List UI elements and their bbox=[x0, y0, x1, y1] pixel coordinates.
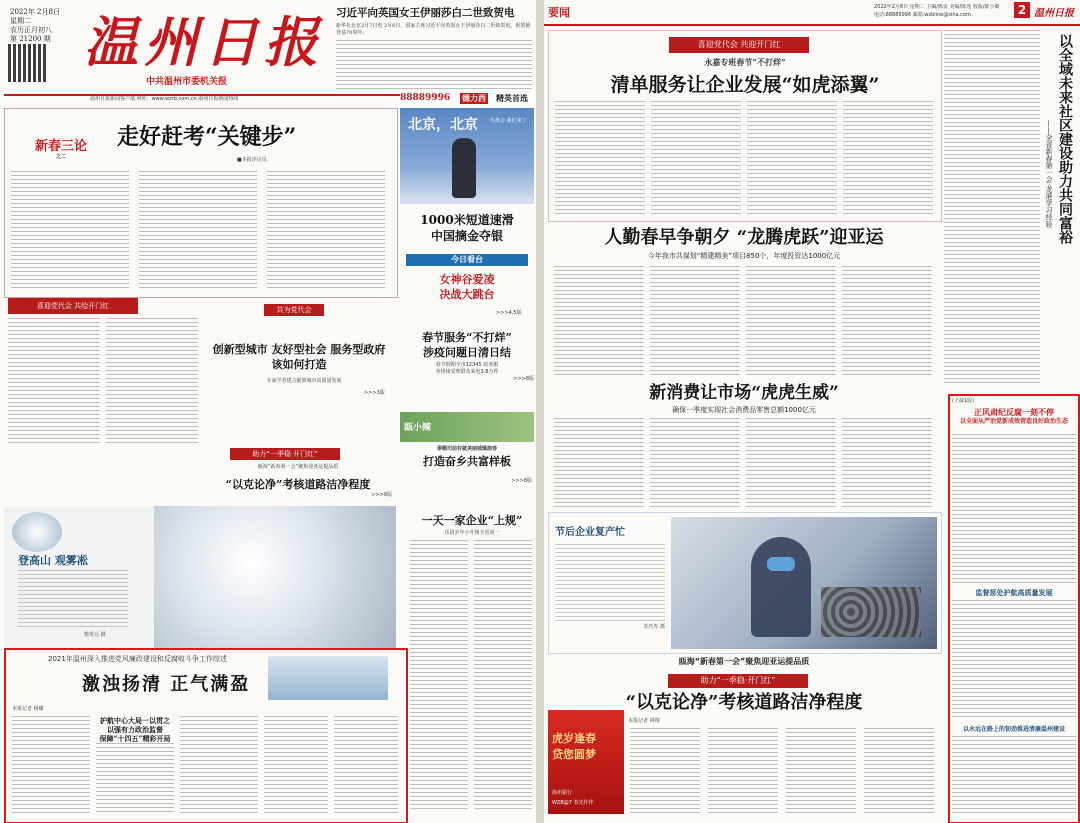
bank-ad-slogan: WZB@7 春光作伴 bbox=[552, 800, 594, 806]
factory-photo bbox=[671, 517, 937, 649]
commentary-badge bbox=[35, 135, 87, 161]
spring-sub: 今年我市共谋划“精建精美”项目850个，年度投资达1000亿元 bbox=[647, 252, 841, 260]
rime-author: 柴发元 摄 bbox=[84, 632, 106, 638]
service-sub-2: 务热线受理群众来电3.8万件 bbox=[435, 369, 499, 375]
feature-title-2: 该如何打造 bbox=[271, 358, 327, 371]
sidebar-sub2: 以永远在路上的韧劲推进清廉温州建设 bbox=[962, 726, 1065, 733]
rime-inset bbox=[12, 512, 62, 552]
rime-photo bbox=[4, 506, 396, 648]
machine-parts bbox=[821, 587, 921, 637]
today-label: 今日看台 bbox=[406, 254, 528, 266]
commentary-box bbox=[4, 108, 398, 298]
subhead-1: 护航中心大局一以贯之 bbox=[100, 716, 170, 725]
top-ad-strip bbox=[400, 92, 534, 106]
masthead-subtitle: 中共温州市委机关报 bbox=[146, 77, 228, 87]
olympics-subheadline bbox=[406, 272, 528, 302]
anticorruption-title: 激浊扬清 正气满盈 bbox=[82, 674, 251, 695]
bank-ad-line1: 虎岁逢春 bbox=[552, 732, 596, 745]
right-column bbox=[944, 30, 1076, 390]
bottom-story bbox=[548, 652, 940, 820]
bank-ad-name: 温州银行 bbox=[552, 790, 573, 796]
anticorruption-byline: 本报记者 杨啸 bbox=[12, 706, 44, 712]
enterprise-story bbox=[410, 512, 534, 818]
anticorruption-subheads bbox=[96, 716, 174, 743]
lunar-text: 农历正月初八 bbox=[10, 26, 52, 34]
bank-ad-line2: 贷您圆梦 bbox=[552, 748, 596, 761]
olympics-h3: 女神谷爱凌 bbox=[439, 273, 495, 286]
bottom-tag: 助力“一季稳·开门红” bbox=[668, 674, 808, 688]
factory-caption-area bbox=[555, 523, 665, 643]
bottom-title: “以克论净”考核道路洁净程度 bbox=[625, 692, 863, 713]
feature-tag: 共为党代会 bbox=[264, 304, 324, 316]
ad-brand-right: 精英首选 bbox=[496, 93, 528, 103]
right-column-title: 以全域未来社区建设助力共同富裕 bbox=[1057, 34, 1073, 244]
campaign-story bbox=[200, 448, 396, 508]
subhead-3: 保障“十四五”精彩开局 bbox=[99, 734, 171, 743]
lead-tag: 喜迎党代会 共迎开门红 bbox=[669, 37, 809, 53]
sidebar-sub1: 监督惩处护航高质量发展 bbox=[975, 588, 1053, 597]
badge-text: 新春三论 bbox=[35, 139, 88, 154]
olympics-h1: 1000米短道速滑 bbox=[420, 213, 514, 227]
anticorruption-kicker: 2021年温州深入推进党风廉政建设和反腐败斗争工作综述 bbox=[48, 655, 227, 663]
olympics-h2: 中国摘金夺银 bbox=[430, 229, 503, 243]
olympics-banner-sub: 冬奥会 我们来了 bbox=[490, 118, 527, 124]
skater-photo bbox=[400, 108, 534, 204]
top-story-lead: 新华社北京2月7日电 2月6日，国家主席习近平向英国女王伊丽莎白二世致贺电，祝贺她登基70周年。 bbox=[336, 23, 531, 36]
village-ref: >>>8版 bbox=[511, 478, 532, 484]
badge-sub: 之二 bbox=[56, 154, 67, 160]
service-title-1: 春节服务“不打烊” bbox=[422, 331, 512, 344]
ad-phone: 88889996 bbox=[400, 93, 451, 103]
page2-header bbox=[544, 0, 1080, 24]
market-story bbox=[548, 382, 940, 512]
service-sub-1: 春节假期全市12345 政务服 bbox=[435, 362, 499, 368]
page-gutter bbox=[536, 0, 544, 823]
olympics-ref: >>>4,5版 bbox=[496, 310, 522, 316]
front-page bbox=[0, 0, 536, 823]
market-title: 新消费让市场“虎虎生威” bbox=[649, 383, 839, 403]
issue-date bbox=[10, 8, 70, 44]
yingcheng-story bbox=[400, 412, 534, 492]
service-story bbox=[400, 330, 534, 410]
skater-figure bbox=[452, 138, 476, 198]
header-rule bbox=[544, 24, 1080, 26]
lead-title: 清单服务让企业发展“如虎添翼” bbox=[610, 74, 880, 96]
rime-trees bbox=[154, 506, 396, 648]
top-story bbox=[336, 6, 532, 92]
right-column-sub: ——全省新春第一会·龙港学习经验 bbox=[1045, 120, 1053, 228]
campaign-ref: >>>8版 bbox=[371, 492, 392, 498]
factory-author: 苏巧寿 摄 bbox=[643, 624, 665, 630]
masthead-footer: 温州日报新闻客户端 网址：www.wzrb.com.cn 温州日报新闻热线 bbox=[90, 96, 239, 102]
worker-figure bbox=[751, 537, 811, 637]
factory-photo-block bbox=[548, 512, 942, 654]
spring-story bbox=[548, 222, 940, 382]
worker-mask bbox=[767, 557, 795, 571]
village-label: 瓯小辣 bbox=[404, 423, 432, 433]
anticorruption-story bbox=[8, 652, 404, 820]
olympics-column bbox=[400, 108, 534, 358]
olympics-h4: 决战大跳台 bbox=[439, 288, 495, 301]
lead-kicker: 永嘉专班春节“不打烊” bbox=[704, 57, 786, 67]
feature-title bbox=[204, 342, 394, 372]
weekday-text: 星期二 bbox=[10, 17, 31, 25]
qr-code bbox=[8, 44, 46, 82]
page-number: 2 bbox=[1014, 2, 1030, 18]
top-story-title: 习近平向英国女王伊丽莎白二世致贺电 bbox=[336, 7, 515, 19]
spring-title: 人勤春早争朝夕 “龙腾虎跃”迎亚运 bbox=[604, 227, 884, 248]
bank-ad bbox=[548, 710, 624, 814]
feature-title-1: 创新型城市 友好型社会 服务型政府 bbox=[212, 343, 386, 356]
factory-caption: 节后企业复产忙 bbox=[555, 527, 625, 538]
campaign-tag: 助力“一季稳·开门红” bbox=[230, 448, 340, 460]
header-phone: 电话:88889996 邮箱:wzbline@sina.com bbox=[874, 12, 971, 18]
party-tag: 喜迎党代会 共绘开门红 bbox=[8, 298, 138, 314]
service-ref: >>>8版 bbox=[513, 376, 534, 382]
newspaper-logo: 温州日报 bbox=[84, 10, 324, 74]
section-name: 要闻 bbox=[548, 6, 570, 19]
service-title bbox=[400, 330, 534, 360]
market-sub: 确保一季度实现社会消费品零售总额1000亿元 bbox=[672, 406, 816, 414]
lead-story bbox=[548, 30, 942, 222]
header-logo: 温州日报 bbox=[1034, 8, 1074, 19]
masthead bbox=[6, 4, 336, 94]
campaign-title: “以克论净”考核道路洁净程度 bbox=[225, 478, 371, 491]
sidebar-title-2: 以全面从严治党新成效营造良好政治生态 bbox=[959, 418, 1068, 425]
campaign-kicker: 瓯海“新春第一会”聚焦迎亚运提品质 bbox=[257, 464, 339, 470]
village-photo bbox=[400, 412, 534, 442]
enterprise-sub: 乐清去年小升规全省第一 bbox=[444, 530, 500, 536]
left-news-column bbox=[4, 298, 396, 448]
header-date: 2022年2月8日 星期二 主编/陈雷 美编/陈莲 校版/陈小敏 bbox=[874, 4, 1000, 10]
skyline-illustration bbox=[268, 656, 388, 700]
sidebar-story bbox=[952, 398, 1076, 820]
bottom-kicker: 瓯海“新春第一会”聚焦迎亚运提品质 bbox=[678, 657, 810, 666]
olympics-headline bbox=[406, 212, 528, 244]
olympics-banner: 北京，北京 bbox=[408, 117, 478, 133]
news-page-2 bbox=[544, 0, 1080, 823]
commentary-title: 走好赶考“关键步” bbox=[117, 124, 297, 150]
rime-caption-title: 登高山 观雾凇 bbox=[18, 554, 88, 567]
sidebar-title bbox=[952, 407, 1076, 426]
sidebar-title-1: 正风肃纪反腐一刻不停 bbox=[974, 407, 1054, 417]
village-title-1: 泰顺司前村就美丽城镇画卷 bbox=[436, 446, 497, 452]
enterprise-title: 一天一家企业“上规” bbox=[421, 514, 523, 527]
bottom-byline: 本报记者 林翔 bbox=[628, 718, 660, 724]
service-sub bbox=[400, 362, 534, 376]
commentary-byline: ■本报评论员 bbox=[237, 157, 267, 163]
village-title-2: 打造奋乡共富样板 bbox=[423, 455, 511, 468]
ad-brand: 德力西 bbox=[462, 93, 486, 103]
subhead-2: 以强有力政治监督 bbox=[107, 725, 163, 734]
sidebar-label: (上接1版) bbox=[952, 398, 975, 404]
feature-sub: 专家学者建言献策城市高质量发展 bbox=[266, 378, 342, 384]
feature-ref: >>>3版 bbox=[364, 390, 385, 396]
village-title bbox=[400, 446, 534, 469]
date-text: 2022年 2月8日 bbox=[10, 8, 60, 16]
issue-number: 第 21200 期 bbox=[10, 35, 51, 43]
service-title-2: 涉疫问题日清日结 bbox=[423, 346, 511, 359]
